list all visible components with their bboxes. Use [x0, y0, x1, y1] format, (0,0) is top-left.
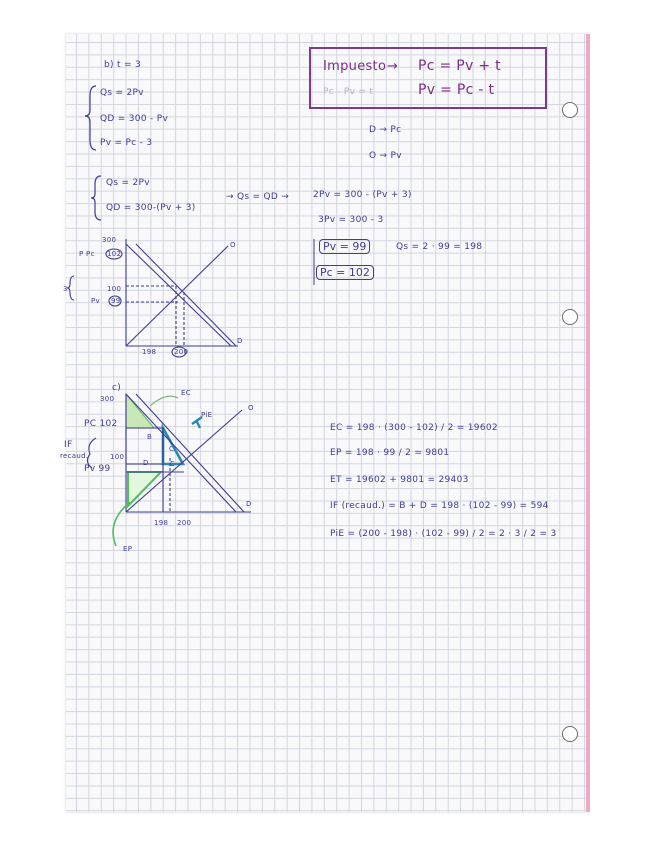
calc-ec: EC = 198 · (300 - 102) / 2 = 19602	[330, 423, 498, 433]
calc-et: ET = 19602 + 9801 = 29403	[330, 475, 469, 485]
system2-eq1: Qs = 2Pv	[106, 178, 150, 188]
part-c-label: c)	[112, 383, 122, 393]
area-b-label: B	[147, 433, 153, 441]
relation-d: D → Pc	[369, 125, 402, 135]
brace-system1	[85, 86, 96, 150]
graph-c-y-top: 300	[100, 395, 115, 403]
system1-eq2: QD = 300 - Pv	[100, 114, 169, 124]
graph-c-mid-value: 100	[110, 453, 125, 461]
area-d-label: D	[143, 459, 149, 467]
impuesto-arrow: →	[387, 59, 399, 74]
graph-b-pc-circle	[106, 249, 122, 259]
graph-b-x-200: 200	[174, 348, 189, 356]
graph-c-pie-label: PiE	[201, 411, 213, 419]
graph-c-d-label: D	[246, 500, 252, 508]
graph-c-demand	[126, 394, 236, 512]
area-f	[128, 472, 161, 506]
graph-c-pv-label: Pv 99	[84, 464, 111, 474]
qs-result: Qs = 2 · 99 = 198	[396, 242, 483, 252]
graph-c-ec-label: EC	[181, 389, 191, 397]
graph-b-x-circle	[172, 347, 189, 357]
impuesto-note: Pc - Pv = t	[323, 87, 374, 97]
graph-b-pv-label: Pv	[91, 297, 100, 305]
drawings-layer	[66, 34, 588, 812]
graph-c-ep-label: EP	[123, 545, 133, 553]
graph-b-supply	[126, 246, 228, 346]
graph-b-t-brace	[67, 276, 74, 300]
area-e-label: E	[170, 460, 175, 468]
calc-pie: PiE = (200 - 198) · (102 - 99) / 2 = 2 · 3 / 2 = 3	[330, 529, 557, 539]
relation-o: O → Pv	[369, 151, 402, 161]
graph-c-ec-arrow	[150, 396, 178, 406]
notebook-sheet	[60, 34, 588, 812]
system1-eq1: Qs = 2Pv	[100, 88, 144, 98]
pc-result: Pc = 102	[316, 265, 374, 280]
area-c-label: C	[169, 445, 175, 453]
graph-b-x-198: 198	[142, 348, 157, 356]
impuesto-title: Impuesto	[323, 59, 387, 74]
graph-b	[67, 239, 238, 357]
area-b-d	[126, 428, 163, 464]
graph-b-y-top: 300	[102, 236, 117, 244]
graph-c-recaud-label: recaud.	[60, 452, 89, 460]
graph-c-if-label: IF	[64, 440, 73, 450]
part-b-header: b) t = 3	[104, 60, 142, 70]
graph-c-shifted	[136, 394, 244, 512]
step-2: 3Pv = 300 - 3	[318, 215, 384, 225]
graph-b-t-label: 3	[63, 285, 68, 293]
graph-c-pc-label: PC 102	[84, 419, 118, 429]
graph-b-pv-circle	[109, 296, 121, 306]
graph-b-shifted	[136, 244, 236, 346]
graph-c	[87, 394, 251, 546]
area-c-pie	[163, 428, 183, 464]
graph-c-x-200: 200	[177, 519, 192, 527]
graph-c-ep-arrow	[113, 502, 130, 546]
graph-b-pc-label: P Pc	[79, 250, 95, 258]
pv-result: Pv = 99	[319, 239, 370, 254]
graph-b-pc-value: 102	[107, 250, 122, 258]
graph-b-pv-value: 99	[111, 297, 121, 305]
graph-b-d-label: D	[237, 337, 243, 345]
graph-b-mid-value: 100	[107, 285, 122, 293]
system2-eq2: QD = 300-(Pv + 3)	[106, 203, 196, 213]
step-1: 2Pv = 300 - (Pv + 3)	[313, 190, 412, 200]
calc-ep: EP = 198 · 99 / 2 = 9801	[330, 448, 450, 458]
calc-if: IF (recaud.) = B + D = 198 · (102 - 99) = 594	[330, 501, 549, 511]
arrow-equilibrium: → Qs = QD →	[226, 192, 290, 202]
graph-c-pie-mark	[192, 417, 202, 428]
impuesto-formula-1: Pc = Pv + t	[418, 58, 501, 74]
brace-system2	[91, 176, 101, 220]
graph-b-o-label: O	[230, 241, 236, 249]
graph-c-if-brace	[87, 438, 96, 468]
graph-c-x-198: 198	[154, 519, 169, 527]
impuesto-formula-2: Pv = Pc - t	[418, 82, 495, 98]
graph-c-o-label: O	[248, 404, 254, 412]
system1-eq3: Pv = Pc - 3	[100, 138, 153, 148]
